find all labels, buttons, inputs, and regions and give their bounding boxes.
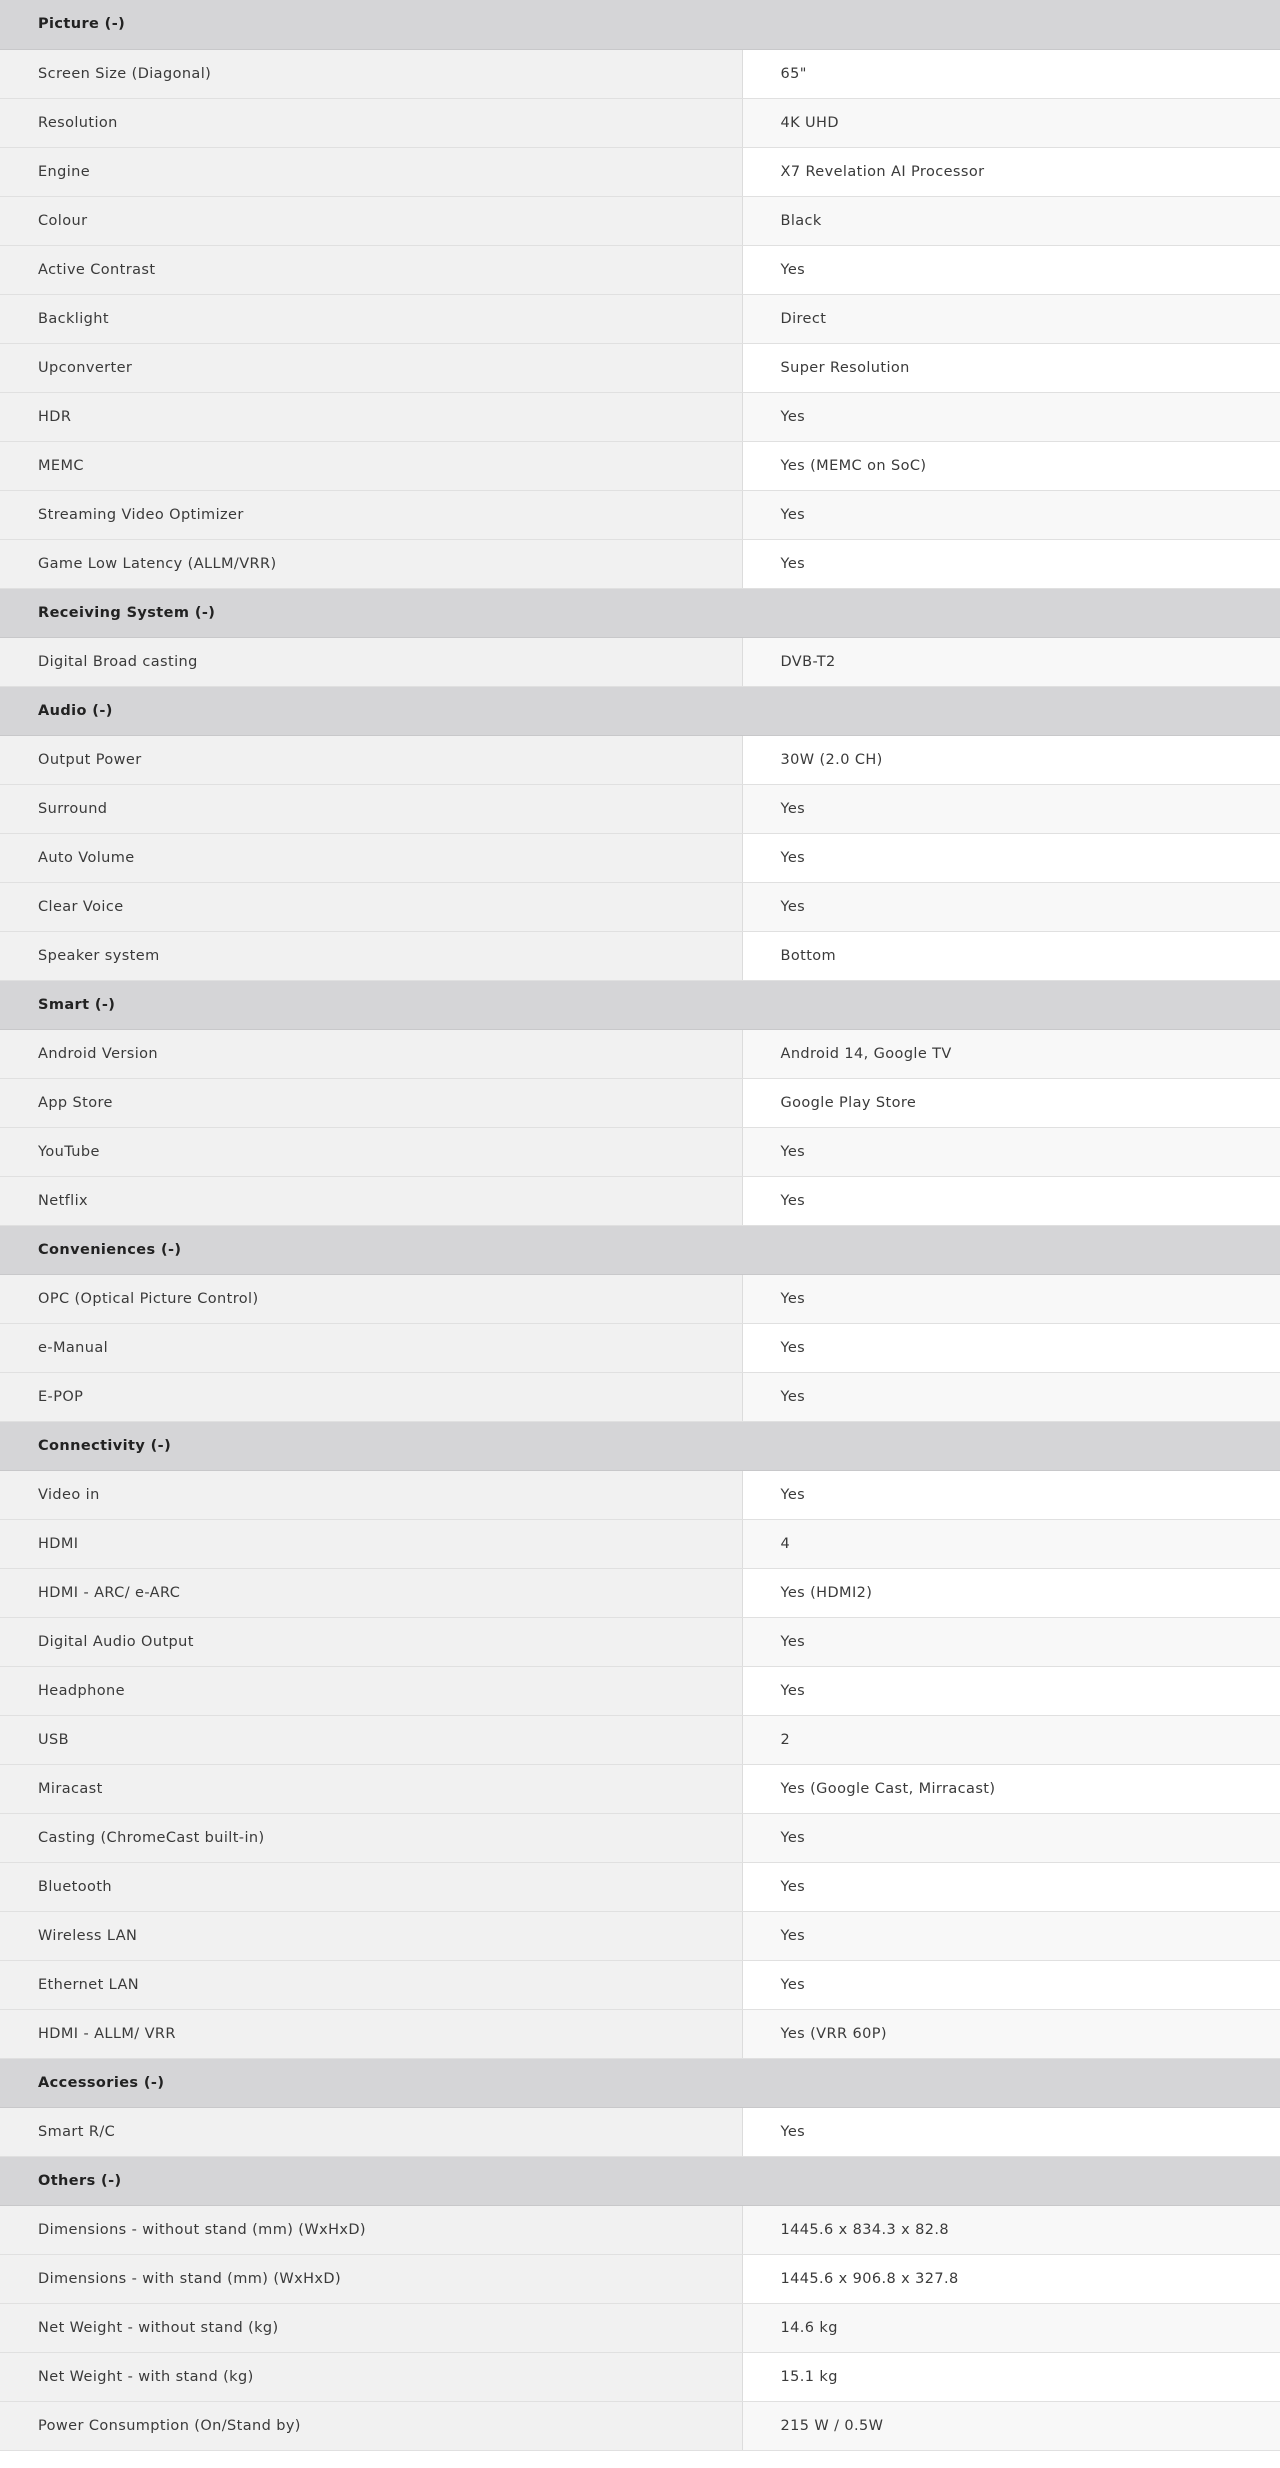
spec-row (0, 490, 1280, 539)
spec-label: Resolution (0, 98, 742, 147)
section-title[interactable]: Others (-) (0, 2156, 1280, 2205)
spec-value: Bottom (742, 931, 1280, 980)
spec-label: e-Manual (0, 1323, 742, 1372)
spec-label: Auto Volume (0, 833, 742, 882)
spec-row (0, 1960, 1280, 2009)
spec-row (0, 245, 1280, 294)
spec-row (0, 1911, 1280, 1960)
section-title[interactable]: Picture (-) (0, 0, 1280, 49)
spec-row (0, 1078, 1280, 1127)
spec-row (0, 343, 1280, 392)
section-title[interactable]: Audio (-) (0, 686, 1280, 735)
spec-label: MEMC (0, 441, 742, 490)
spec-label: Digital Audio Output (0, 1617, 742, 1666)
spec-value: 4K UHD (742, 98, 1280, 147)
spec-value: Yes (742, 1813, 1280, 1862)
spec-value: Yes (742, 539, 1280, 588)
section-header[interactable] (0, 0, 1280, 49)
spec-row (0, 931, 1280, 980)
spec-row (0, 784, 1280, 833)
spec-label: App Store (0, 1078, 742, 1127)
spec-label: Android Version (0, 1029, 742, 1078)
spec-value: Yes (742, 1274, 1280, 1323)
spec-label: Bluetooth (0, 1862, 742, 1911)
spec-value: 30W (2.0 CH) (742, 735, 1280, 784)
spec-row (0, 2303, 1280, 2352)
spec-value: Yes (VRR 60P) (742, 2009, 1280, 2058)
spec-label: Engine (0, 147, 742, 196)
spec-value: 1445.6 x 906.8 x 327.8 (742, 2254, 1280, 2303)
spec-value: Yes (742, 1617, 1280, 1666)
spec-value: Yes (742, 490, 1280, 539)
section-title[interactable]: Accessories (-) (0, 2058, 1280, 2107)
spec-label: Netflix (0, 1176, 742, 1225)
spec-value: Yes (742, 882, 1280, 931)
spec-value: Yes (742, 2107, 1280, 2156)
spec-label: Speaker system (0, 931, 742, 980)
section-header[interactable] (0, 686, 1280, 735)
spec-row (0, 735, 1280, 784)
section-header[interactable] (0, 2058, 1280, 2107)
spec-label: Screen Size (Diagonal) (0, 49, 742, 98)
spec-row (0, 2107, 1280, 2156)
spec-row (0, 392, 1280, 441)
spec-label: Casting (ChromeCast built-in) (0, 1813, 742, 1862)
spec-value: Yes (742, 833, 1280, 882)
spec-label: Ethernet LAN (0, 1960, 742, 2009)
spec-row (0, 1813, 1280, 1862)
spec-value: Yes (742, 1323, 1280, 1372)
spec-value: Yes (742, 245, 1280, 294)
spec-row (0, 1274, 1280, 1323)
spec-label: USB (0, 1715, 742, 1764)
spec-row (0, 1470, 1280, 1519)
spec-value: DVB-T2 (742, 637, 1280, 686)
spec-value: Yes (742, 784, 1280, 833)
spec-label: Digital Broad casting (0, 637, 742, 686)
spec-row (0, 147, 1280, 196)
spec-row (0, 2254, 1280, 2303)
spec-value: Yes (MEMC on SoC) (742, 441, 1280, 490)
spec-row (0, 441, 1280, 490)
spec-label: Dimensions - with stand (mm) (WxHxD) (0, 2254, 742, 2303)
spec-value: 65" (742, 49, 1280, 98)
spec-label: Surround (0, 784, 742, 833)
spec-label: HDMI - ALLM/ VRR (0, 2009, 742, 2058)
spec-value: Yes (742, 1372, 1280, 1421)
spec-row (0, 2009, 1280, 2058)
spec-row (0, 1127, 1280, 1176)
spec-value: X7 Revelation AI Processor (742, 147, 1280, 196)
section-title[interactable]: Conveniences (-) (0, 1225, 1280, 1274)
spec-row (0, 1176, 1280, 1225)
spec-label: Net Weight - without stand (kg) (0, 2303, 742, 2352)
spec-label: HDR (0, 392, 742, 441)
spec-label: Clear Voice (0, 882, 742, 931)
spec-row (0, 1862, 1280, 1911)
spec-row (0, 1715, 1280, 1764)
spec-value: Yes (742, 1862, 1280, 1911)
spec-value: Yes (HDMI2) (742, 1568, 1280, 1617)
spec-label: Net Weight - with stand (kg) (0, 2352, 742, 2401)
spec-label: Upconverter (0, 343, 742, 392)
spec-value: Yes (742, 1911, 1280, 1960)
spec-label: Smart R/C (0, 2107, 742, 2156)
spec-row (0, 1568, 1280, 1617)
spec-value: Yes (742, 1127, 1280, 1176)
spec-value: 1445.6 x 834.3 x 82.8 (742, 2205, 1280, 2254)
spec-label: Dimensions - without stand (mm) (WxHxD) (0, 2205, 742, 2254)
section-header[interactable] (0, 1225, 1280, 1274)
spec-label: Headphone (0, 1666, 742, 1715)
spec-value: Yes (742, 1470, 1280, 1519)
section-title[interactable]: Connectivity (-) (0, 1421, 1280, 1470)
spec-row (0, 49, 1280, 98)
spec-label: YouTube (0, 1127, 742, 1176)
section-header[interactable] (0, 980, 1280, 1029)
spec-value: 4 (742, 1519, 1280, 1568)
spec-label: Power Consumption (On/Stand by) (0, 2401, 742, 2450)
spec-value: Google Play Store (742, 1078, 1280, 1127)
spec-row (0, 1519, 1280, 1568)
section-header[interactable] (0, 1421, 1280, 1470)
spec-value: 14.6 kg (742, 2303, 1280, 2352)
spec-label: OPC (Optical Picture Control) (0, 1274, 742, 1323)
spec-label: Wireless LAN (0, 1911, 742, 1960)
spec-row (0, 98, 1280, 147)
section-title[interactable]: Receiving System (-) (0, 588, 1280, 637)
spec-label: Game Low Latency (ALLM/VRR) (0, 539, 742, 588)
spec-row (0, 196, 1280, 245)
spec-label: Streaming Video Optimizer (0, 490, 742, 539)
spec-value: 15.1 kg (742, 2352, 1280, 2401)
spec-value: Black (742, 196, 1280, 245)
section-title[interactable]: Smart (-) (0, 980, 1280, 1029)
spec-row (0, 2401, 1280, 2450)
spec-value: Yes (742, 1176, 1280, 1225)
spec-row (0, 2205, 1280, 2254)
spec-row (0, 2352, 1280, 2401)
spec-row (0, 1764, 1280, 1813)
spec-label: Miracast (0, 1764, 742, 1813)
spec-label: HDMI - ARC/ e-ARC (0, 1568, 742, 1617)
spec-value: Android 14, Google TV (742, 1029, 1280, 1078)
section-header[interactable] (0, 2156, 1280, 2205)
spec-label: Active Contrast (0, 245, 742, 294)
spec-row (0, 1372, 1280, 1421)
spec-value: Yes (742, 1666, 1280, 1715)
spec-value: Super Resolution (742, 343, 1280, 392)
spec-label: Output Power (0, 735, 742, 784)
spec-value: 215 W / 0.5W (742, 2401, 1280, 2450)
spec-value: Yes (742, 1960, 1280, 2009)
spec-label: Backlight (0, 294, 742, 343)
spec-label: Colour (0, 196, 742, 245)
spec-value: 2 (742, 1715, 1280, 1764)
spec-label: HDMI (0, 1519, 742, 1568)
spec-row (0, 1617, 1280, 1666)
spec-value: Direct (742, 294, 1280, 343)
spec-row (0, 1323, 1280, 1372)
spec-label: Video in (0, 1470, 742, 1519)
spec-row (0, 882, 1280, 931)
spec-row (0, 1666, 1280, 1715)
spec-row (0, 1029, 1280, 1078)
spec-row (0, 539, 1280, 588)
section-header[interactable] (0, 588, 1280, 637)
spec-row (0, 833, 1280, 882)
spec-row (0, 294, 1280, 343)
spec-value: Yes (Google Cast, Mirracast) (742, 1764, 1280, 1813)
spec-value: Yes (742, 392, 1280, 441)
spec-label: E-POP (0, 1372, 742, 1421)
spec-row (0, 637, 1280, 686)
